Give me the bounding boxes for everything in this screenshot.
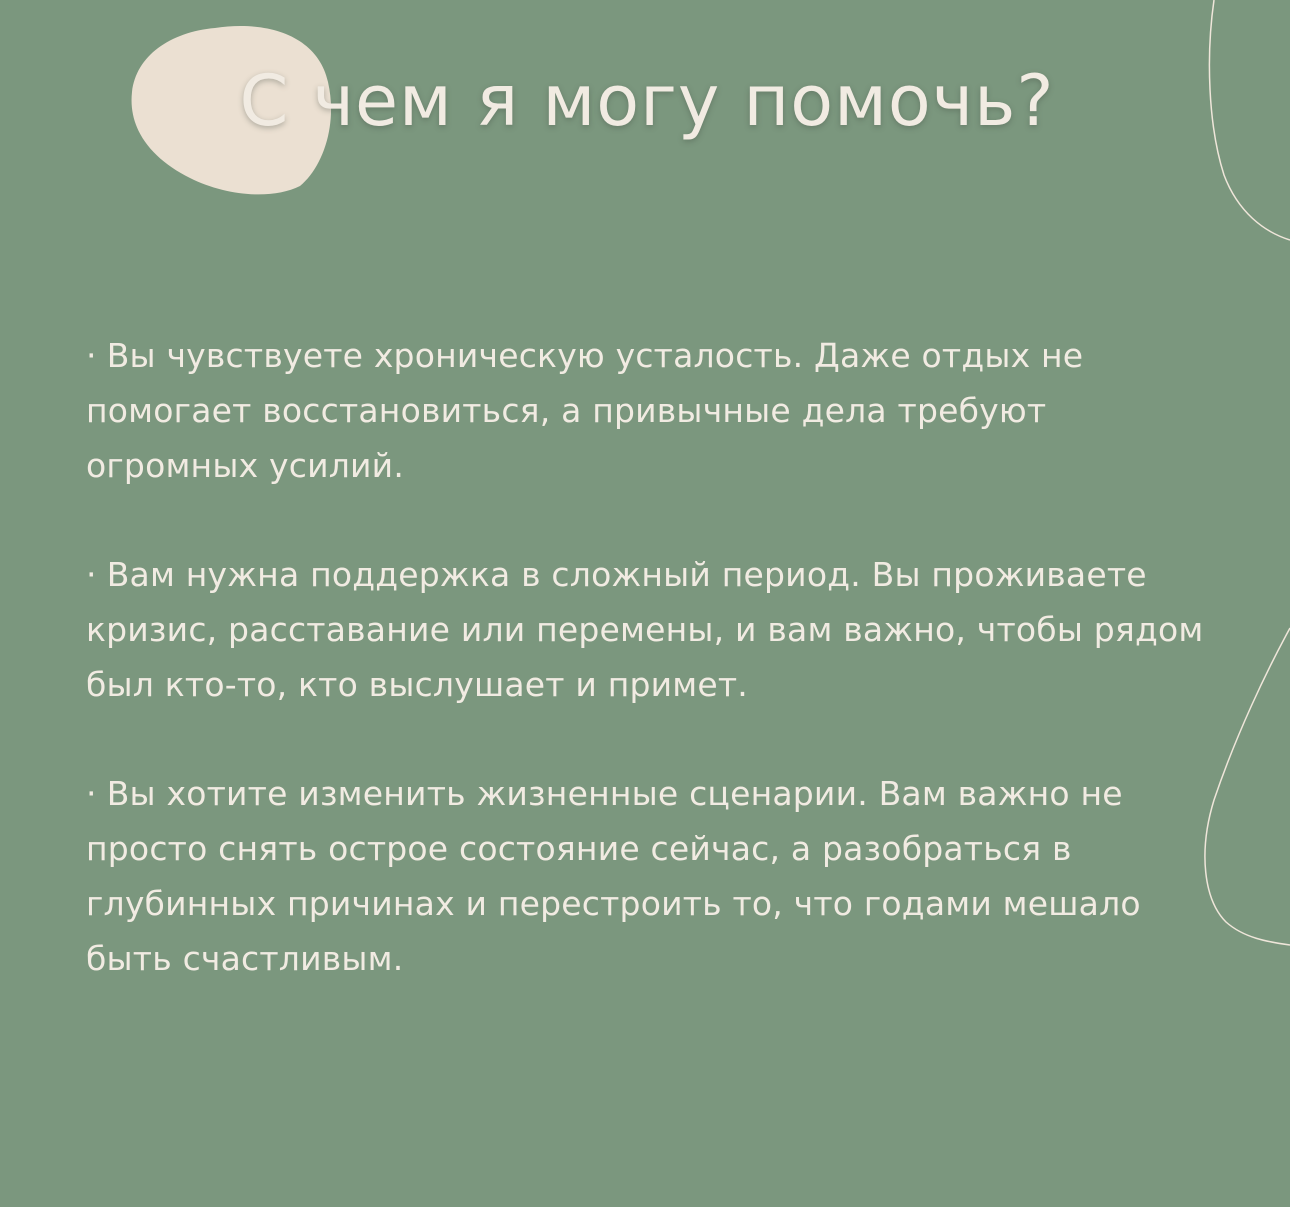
help-list bbox=[86, 328, 1206, 1040]
list-item-text: Вы чувствуете хроническую усталость. Даже отдых не помогает восстановиться, а привычные дела требуют огромных усилий. bbox=[86, 336, 1084, 485]
list-item-text: Вы хотите изменить жизненные сценарии. Вам важно не просто снять острое состояние сейчас, а разобраться в глубинных причинах и перестроить то, что годами мешало быть счастливым. bbox=[86, 774, 1141, 978]
decor-line-bottom bbox=[1205, 628, 1290, 945]
list-item-text: Вам нужна поддержка в сложный период. Вы проживаете кризис, расставание или перемены, и вам важно, чтобы рядом был кто-то, кто выслушает и примет. bbox=[86, 555, 1204, 704]
page-title: С чем я могу помочь? bbox=[239, 60, 1055, 142]
bullet: · bbox=[86, 774, 97, 813]
list-item bbox=[86, 766, 1206, 986]
list-item bbox=[86, 328, 1206, 493]
bullet: · bbox=[86, 336, 97, 375]
list-item bbox=[86, 547, 1206, 712]
bullet: · bbox=[86, 555, 97, 594]
